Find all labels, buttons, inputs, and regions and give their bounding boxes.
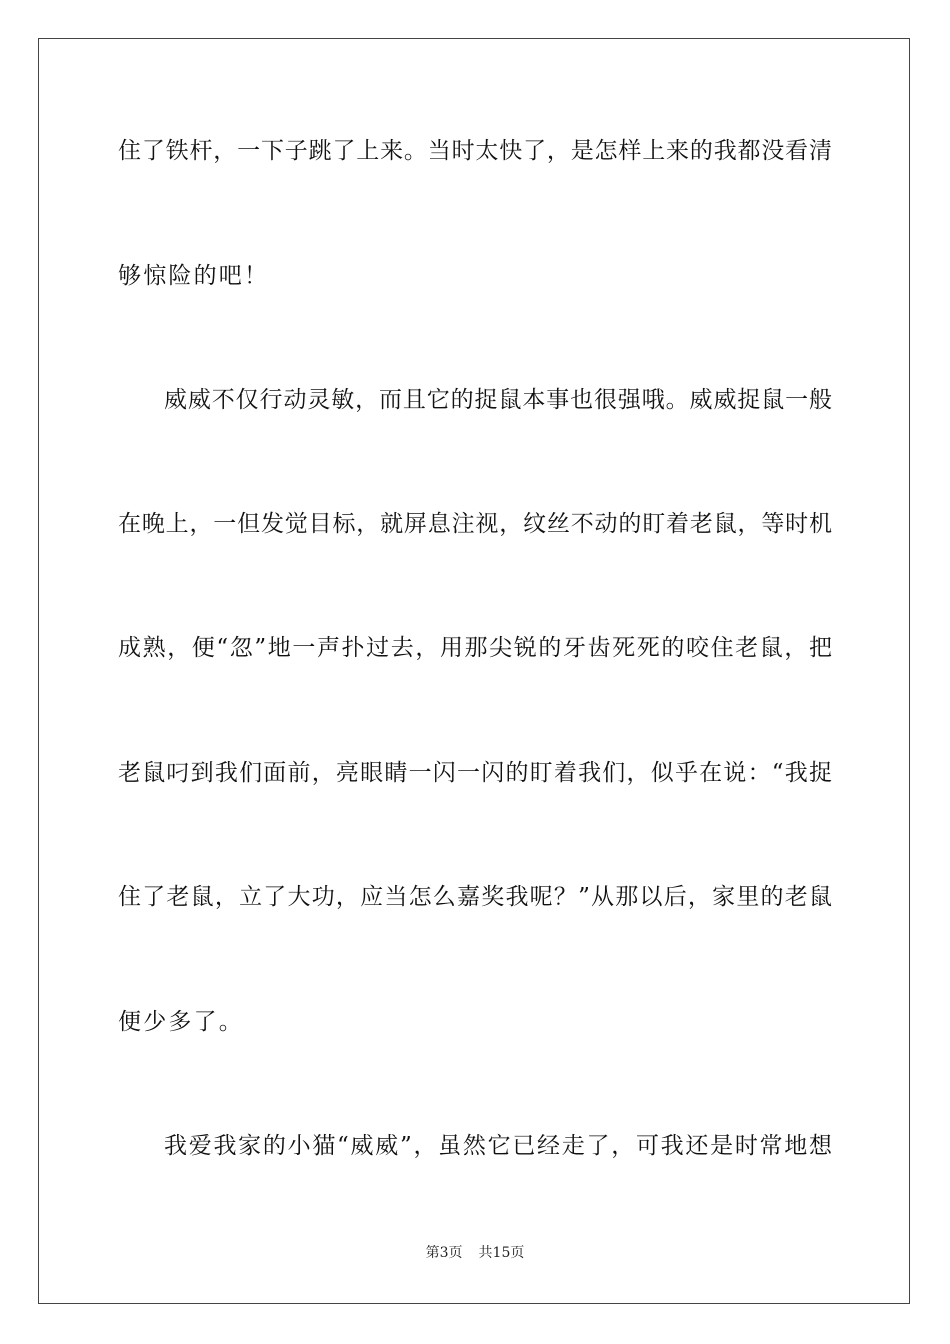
text-line: 成熟，便“忽”地一声扑过去，用那尖锐的牙齿死死的咬住老鼠，把 bbox=[118, 635, 832, 661]
text-line: 在晚上，一但发觉目标，就屏息注视，纹丝不动的盯着老鼠，等时机 bbox=[118, 511, 832, 537]
text-line: 威威不仅行动灵敏，而且它的捉鼠本事也很强哦。威威捉鼠一般 bbox=[164, 387, 832, 413]
text-line: 老鼠叼到我们面前，亮眼睛一闪一闪的盯着我们，似乎在说：“我捉 bbox=[118, 760, 832, 786]
page-border bbox=[38, 38, 910, 1304]
text-line: 便少多了。 bbox=[118, 1009, 244, 1035]
text-line: 够惊险的吧！ bbox=[118, 263, 270, 289]
page-number-current: 第3页 bbox=[425, 1245, 463, 1261]
text-line: 我爱我家的小猫“威威”，虽然它已经走了，可我还是时常地想 bbox=[164, 1133, 832, 1159]
page-number-total: 共15页 bbox=[478, 1245, 525, 1261]
text-line: 住了铁杆，一下子跳了上来。当时太快了，是怎样上来的我都没看清 bbox=[118, 138, 832, 164]
text-line: 住了老鼠，立了大功，应当怎么嘉奖我呢？”从那以后，家里的老鼠 bbox=[118, 884, 832, 910]
page-footer bbox=[0, 1244, 950, 1262]
